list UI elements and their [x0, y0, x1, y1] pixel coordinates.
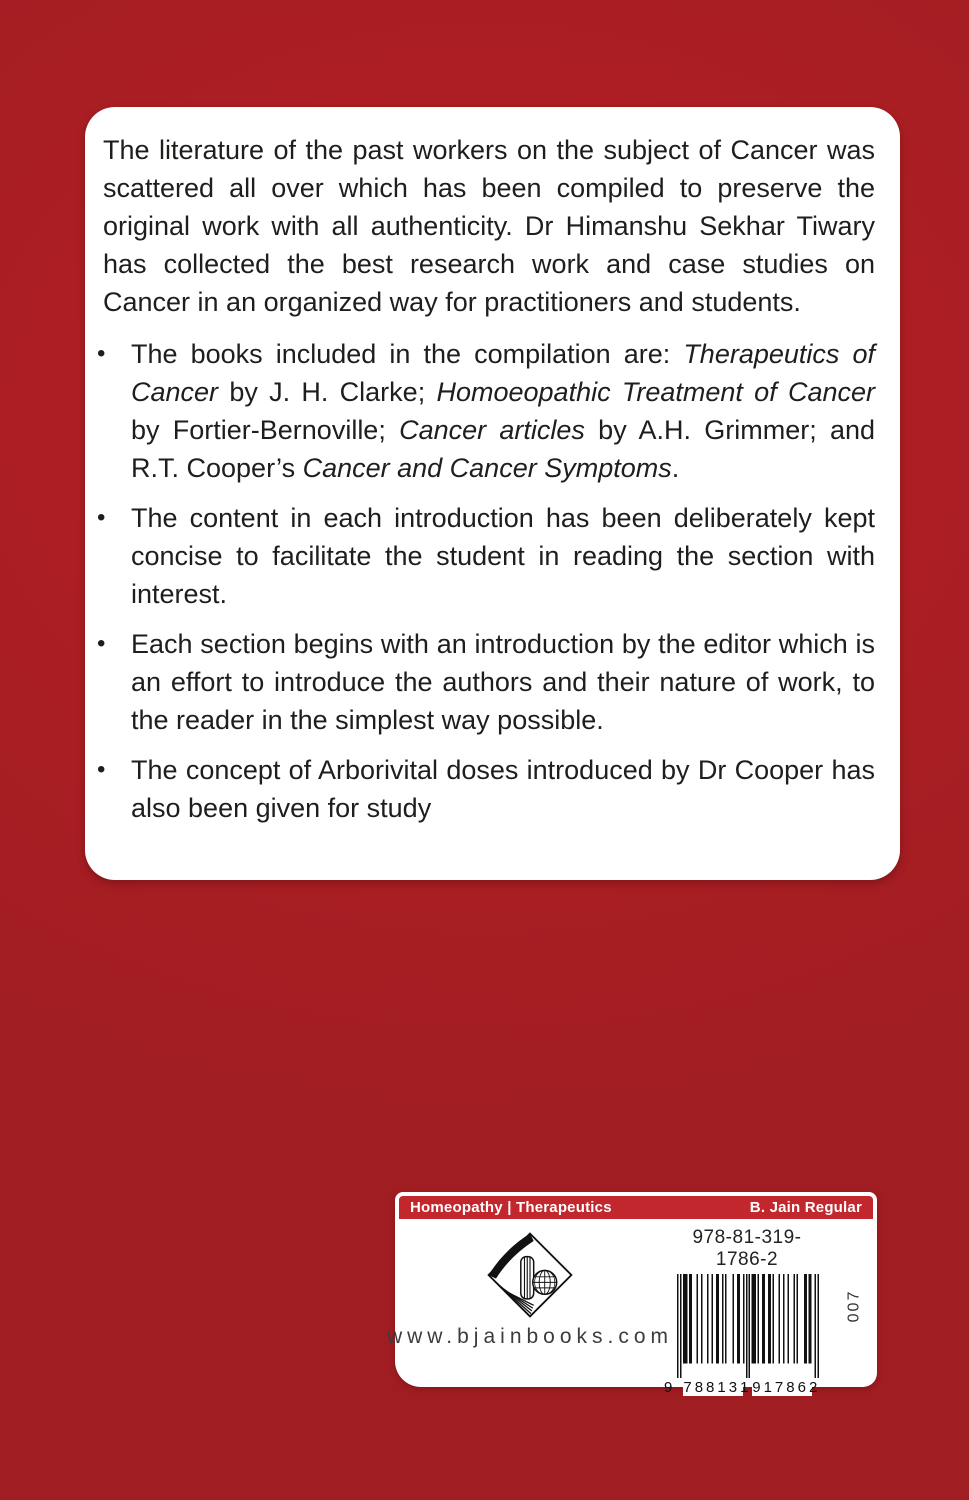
- blurb-card: [85, 107, 900, 880]
- bullet-item-content: [97, 499, 875, 613]
- bullet-dot: •: [97, 630, 106, 657]
- bullet-item-sections: [97, 625, 875, 739]
- bullet-item-arborivital: [97, 751, 875, 827]
- bullet-dot: •: [97, 340, 106, 367]
- label-body: [386, 1219, 873, 1396]
- website-url: www.bjainbooks.com: [386, 1325, 674, 1348]
- ean-barcode: [664, 1274, 821, 1396]
- bullet-item-books: [97, 335, 876, 487]
- publisher-label: [386, 1192, 877, 1396]
- bullet-text: The content in each introduction has been deliberately kept concise to facilitate the student in reading the section with interest.: [131, 503, 875, 609]
- barcode-column: [661, 1219, 873, 1396]
- category-text: Homeopathy | Therapeutics: [410, 1199, 612, 1216]
- bullet-text: Each section begins with an introduction by the editor which is an effort to introduce the authors and their nature of work, to the reader in the simplest way possible.: [131, 629, 875, 735]
- side-code: 007: [845, 1289, 863, 1323]
- bullet-text: The books included in the compilation are: Therapeutics of Cancer by J. H. Clarke; Homoeopathic Treatment of Cancer by Fortier-Bernoville; Cancer articles by A.H. Grimmer; and R.T. Cooper’s Cancer and Cancer Symptoms.: [131, 339, 876, 483]
- isbn-number: 978-81-319-1786-2: [692, 1227, 802, 1270]
- intro-paragraph: The literature of the past workers on the subject of Cancer was scattered all over which has been compiled to preserve the original work with all authenticity. Dr Himanshu Sekhar Tiwary has collected the best research work and case studies on Cancer in an organized way for practitioners and students.: [103, 135, 875, 317]
- bullet-dot: •: [97, 504, 106, 531]
- barcode-digits-right: 917862: [752, 1379, 821, 1396]
- bullet-text: The concept of Arborivital doses introduced by Dr Cooper has also been given for study: [131, 755, 875, 823]
- bullet-dot: •: [97, 756, 106, 783]
- bjain-books-logo-icon: [484, 1229, 576, 1321]
- barcode-digit-first: 9: [664, 1379, 676, 1396]
- publisher-column: [386, 1219, 674, 1383]
- edition-text: B. Jain Regular: [749, 1199, 862, 1216]
- barcode-digits-left: 788131: [683, 1379, 752, 1396]
- category-strip: [399, 1196, 873, 1219]
- bullet-list: [97, 335, 876, 827]
